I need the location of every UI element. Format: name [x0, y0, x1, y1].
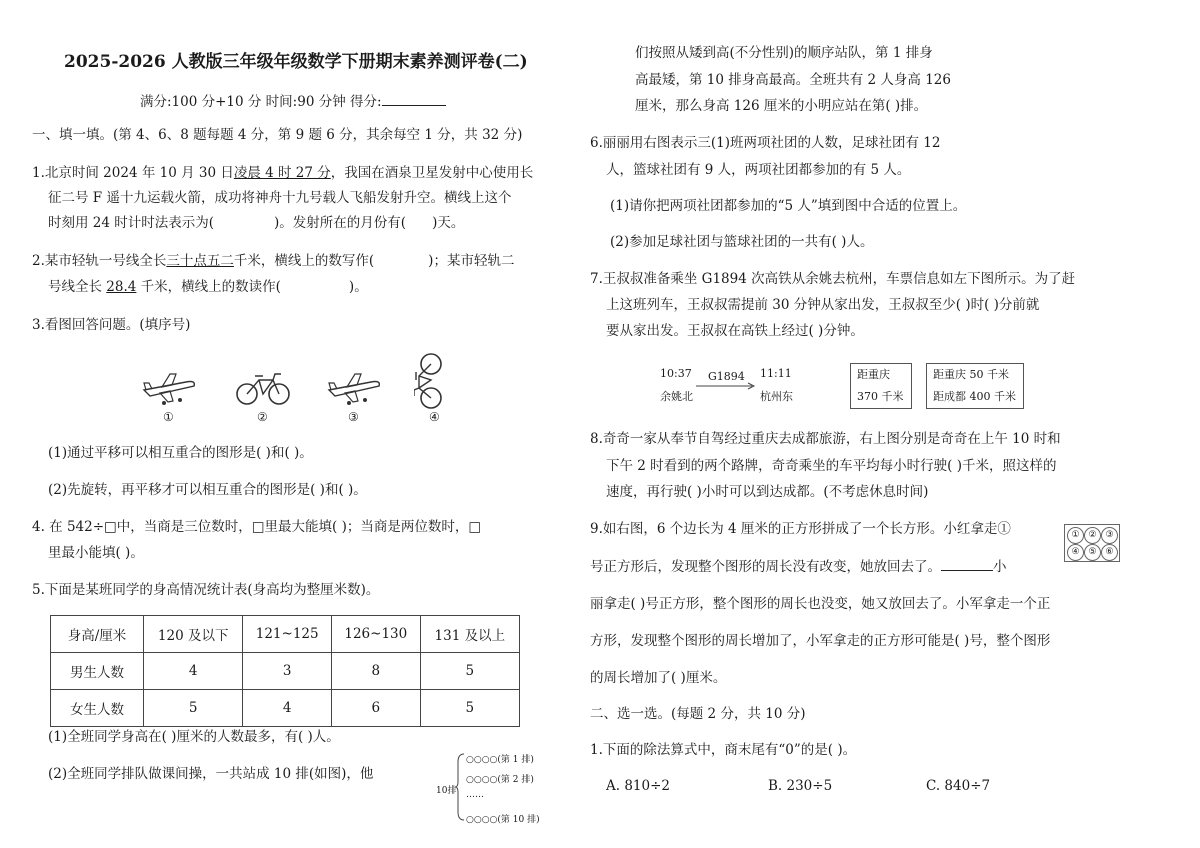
ticket-to: 杭州东	[760, 390, 793, 403]
q1-text: ，我国在酒泉卫星发射中心使用长	[330, 165, 534, 181]
q2-underlined: 28.4	[106, 279, 137, 295]
q5-cont-line2: 高最矮，第 10 排身高最高。全班共有 2 人身高 126	[635, 72, 951, 88]
table-row	[51, 653, 520, 690]
grid-square-label: ⑤	[1084, 544, 1101, 561]
road-sign-2	[926, 363, 1024, 409]
pic-label: ③	[348, 410, 359, 424]
q2-text: 号线全长	[48, 279, 107, 295]
grid-square-label: ②	[1084, 527, 1101, 544]
q6-sub1: (1)请你把两项社团都参加的“5 人”填到图中合适的位置上。	[610, 198, 967, 214]
height-table	[50, 615, 520, 727]
table-cell: 5	[420, 653, 519, 690]
q9-line4: 方形，发现整个图形的周长增加了，小军拿走的正方形可能是( )号，整个图形	[590, 633, 1051, 649]
q9-text: 号正方形后，发现整个图形的周长没有改变，她放回去了。	[590, 559, 941, 575]
table-cell: 男生人数	[51, 653, 144, 690]
q6-line2: 人，篮球社团有 9 人，两项社团都参加的有 5 人。	[606, 162, 911, 178]
q1-text: )天。	[432, 215, 465, 231]
q4-line2: 里最小能填( )。	[48, 545, 144, 561]
arrow-icon	[696, 382, 758, 390]
sign-text: 距重庆 50 千米	[933, 368, 1009, 381]
square-grid	[1064, 524, 1120, 562]
sign-text: 距成都 400 千米	[933, 390, 1016, 403]
q4-line1: 4. 在 542÷□中，当商是三位数时，□里最大能填( )；当商是两位数时，□	[32, 519, 482, 535]
q6-sub2: (2)参加足球社团与篮球社团的一共有( )人。	[610, 234, 874, 250]
airplane-icon	[325, 370, 383, 406]
q9-line5: 的周长增加了( )厘米。	[590, 670, 727, 686]
q7-line3: 要从家出发。王叔叔在高铁上经过( )分钟。	[606, 323, 864, 339]
q6-line1: 6.丽丽用右图表示三(1)班两项社团的人数，足球社团有 12	[590, 135, 941, 151]
ticket-dep-time: 10:37	[660, 367, 692, 380]
pic-label: ②	[257, 410, 268, 424]
q7-line1: 7.王叔叔准备乘坐 G1894 次高铁从余姚去杭州，车票信息如左下图所示。为了赶	[590, 271, 1076, 287]
q7-line2: 上这班列车，王叔叔需提前 30 分钟从家出发，王叔叔至少( )时( )分前就	[606, 297, 1040, 313]
q2-text: )。	[348, 279, 368, 295]
table-cell: 6	[331, 690, 420, 727]
pic-label: ①	[163, 410, 174, 424]
q9-blank[interactable]	[941, 556, 993, 571]
ticket-from: 余姚北	[660, 390, 693, 403]
table-cell: 女生人数	[51, 690, 144, 727]
airplane-icon	[140, 370, 198, 406]
q1-text: )。发射所在的月份有(	[274, 215, 407, 231]
brace-icon	[455, 752, 465, 822]
q2-text: 千米，横线上的数写作(	[233, 253, 375, 269]
option-b[interactable]: B. 230÷5	[768, 778, 833, 794]
table-header-cell: 身高/厘米	[51, 616, 144, 653]
q1-text: 时刻用 24 时计时法表示为(	[48, 215, 215, 231]
q3-heading: 3.看图回答问题。(填序号)	[32, 317, 191, 333]
q5-heading: 5.下面是某班同学的身高情况统计表(身高均为整厘米数)。	[32, 582, 380, 598]
choice-q1: 1.下面的除法算式中，商末尾有“0”的是( )。	[590, 742, 857, 758]
rows-row-1: ○○○○(第 1 排)	[466, 755, 534, 765]
rows-row-2: ○○○○(第 2 排)	[466, 775, 534, 785]
option-c[interactable]: C. 840÷7	[926, 778, 991, 794]
q1-text: 1.北京时间 2024 年 10 月 30 日	[32, 165, 234, 181]
table-cell: 8	[331, 653, 420, 690]
section-2-heading: 二、选一选。(每题 2 分，共 10 分)	[590, 706, 806, 722]
pic-label: ④	[429, 410, 440, 424]
q5-cont-line3: 厘米，那么身高 126 厘米的小明应站在第( )排。	[635, 98, 928, 114]
bicycle-icon	[235, 372, 291, 406]
rows-row-10: ○○○○(第 10 排)	[466, 815, 540, 825]
table-cell: 5	[144, 690, 243, 727]
q2-text: )；某市轻轨二	[428, 253, 515, 269]
table-cell: 4	[243, 690, 332, 727]
ticket-arr-time: 11:11	[760, 367, 792, 380]
q9-line2	[590, 556, 1007, 577]
q9-text: 小	[993, 559, 1007, 575]
table-cell: 5	[420, 690, 519, 727]
q2-line2	[48, 277, 368, 297]
q2-text: 千米，横线上的数读作(	[136, 279, 281, 295]
table-header-cell: 126~130	[331, 616, 420, 653]
rows-ellipsis: ……	[466, 790, 484, 800]
table-header-cell: 131 及以上	[420, 616, 519, 653]
q3-sub2: (2)先旋转，再平移才可以相互重合的图形是( )和( )。	[48, 482, 367, 498]
q3-sub1: (1)通过平移可以相互重合的图形是( )和( )。	[48, 445, 313, 461]
table-row	[51, 690, 520, 727]
score-meta-text: 满分:100 分+10 分 时间:90 分钟 得分:	[140, 94, 382, 110]
table-cell: 4	[144, 653, 243, 690]
grid-square-label: ④	[1067, 544, 1084, 561]
road-sign-1	[850, 363, 912, 409]
q1-line3	[48, 213, 464, 233]
q1-line1	[32, 163, 533, 183]
q1-underlined: 凌晨 4 时 27 分	[233, 165, 331, 181]
q2-line1	[32, 251, 514, 271]
q9-line1: 9.如右图，6 个边长为 4 厘米的正方形拼成了一个长方形。小红拿走①	[590, 521, 1011, 537]
q5-cont-line1: 们按照从矮到高(不分性别)的顺序站队，第 1 排身	[635, 45, 933, 61]
q9-line3: 丽拿走( )号正方形，整个图形的周长也没变，她又放回去了。小军拿走一个正	[590, 596, 1051, 612]
score-meta	[140, 90, 446, 110]
rows-brace-label: 10排	[436, 786, 457, 796]
section-1-heading: 一、填一填。(第 4、6、8 题每题 4 分，第 9 题 6 分，其余每空 1 分，共 32 分)	[32, 127, 523, 143]
grid-square-label: ⑥	[1101, 544, 1118, 561]
q2-underlined: 三十点五二	[166, 253, 234, 269]
q1-line2: 征二号 F 遥十九运载火箭，成功将神舟十九号载人飞船发射升空。横线上这个	[48, 190, 512, 206]
table-header-cell: 121~125	[243, 616, 332, 653]
ticket-train-no: G1894	[708, 370, 745, 383]
q2-text: 2.某市轻轨一号线全长	[32, 253, 167, 269]
option-a[interactable]: A. 810÷2	[606, 778, 670, 794]
q8-line3: 速度，再行驶( )小时可以到达成都。(不考虑休息时间)	[606, 484, 929, 500]
table-cell: 3	[243, 653, 332, 690]
rotated-bicycle-icon	[414, 352, 448, 410]
sign-text: 距重庆	[857, 368, 890, 381]
grid-square-label: ①	[1067, 527, 1084, 544]
q8-line1: 8.奇奇一家从奉节自驾经过重庆去成都旅游，右上图分别是奇奇在上午 10 时和	[590, 431, 1061, 447]
table-header-row	[51, 616, 520, 653]
page-title: 2025-2026 人教版三年级年级数学下册期末素养测评卷(二)	[64, 52, 528, 72]
q5-sub1: (1)全班同学身高在( )厘米的人数最多，有( )人。	[48, 729, 340, 745]
grid-square-label: ③	[1101, 527, 1118, 544]
q8-line2: 下午 2 时看到的两个路牌，奇奇乘坐的车平均每小时行驶( )千米，照这样的	[606, 458, 1057, 474]
q5-sub2: (2)全班同学排队做课间操，一共站成 10 排(如图)，他	[48, 766, 374, 782]
table-header-cell: 120 及以下	[144, 616, 243, 653]
sign-text: 370 千米	[857, 390, 904, 403]
score-blank[interactable]	[382, 91, 446, 106]
